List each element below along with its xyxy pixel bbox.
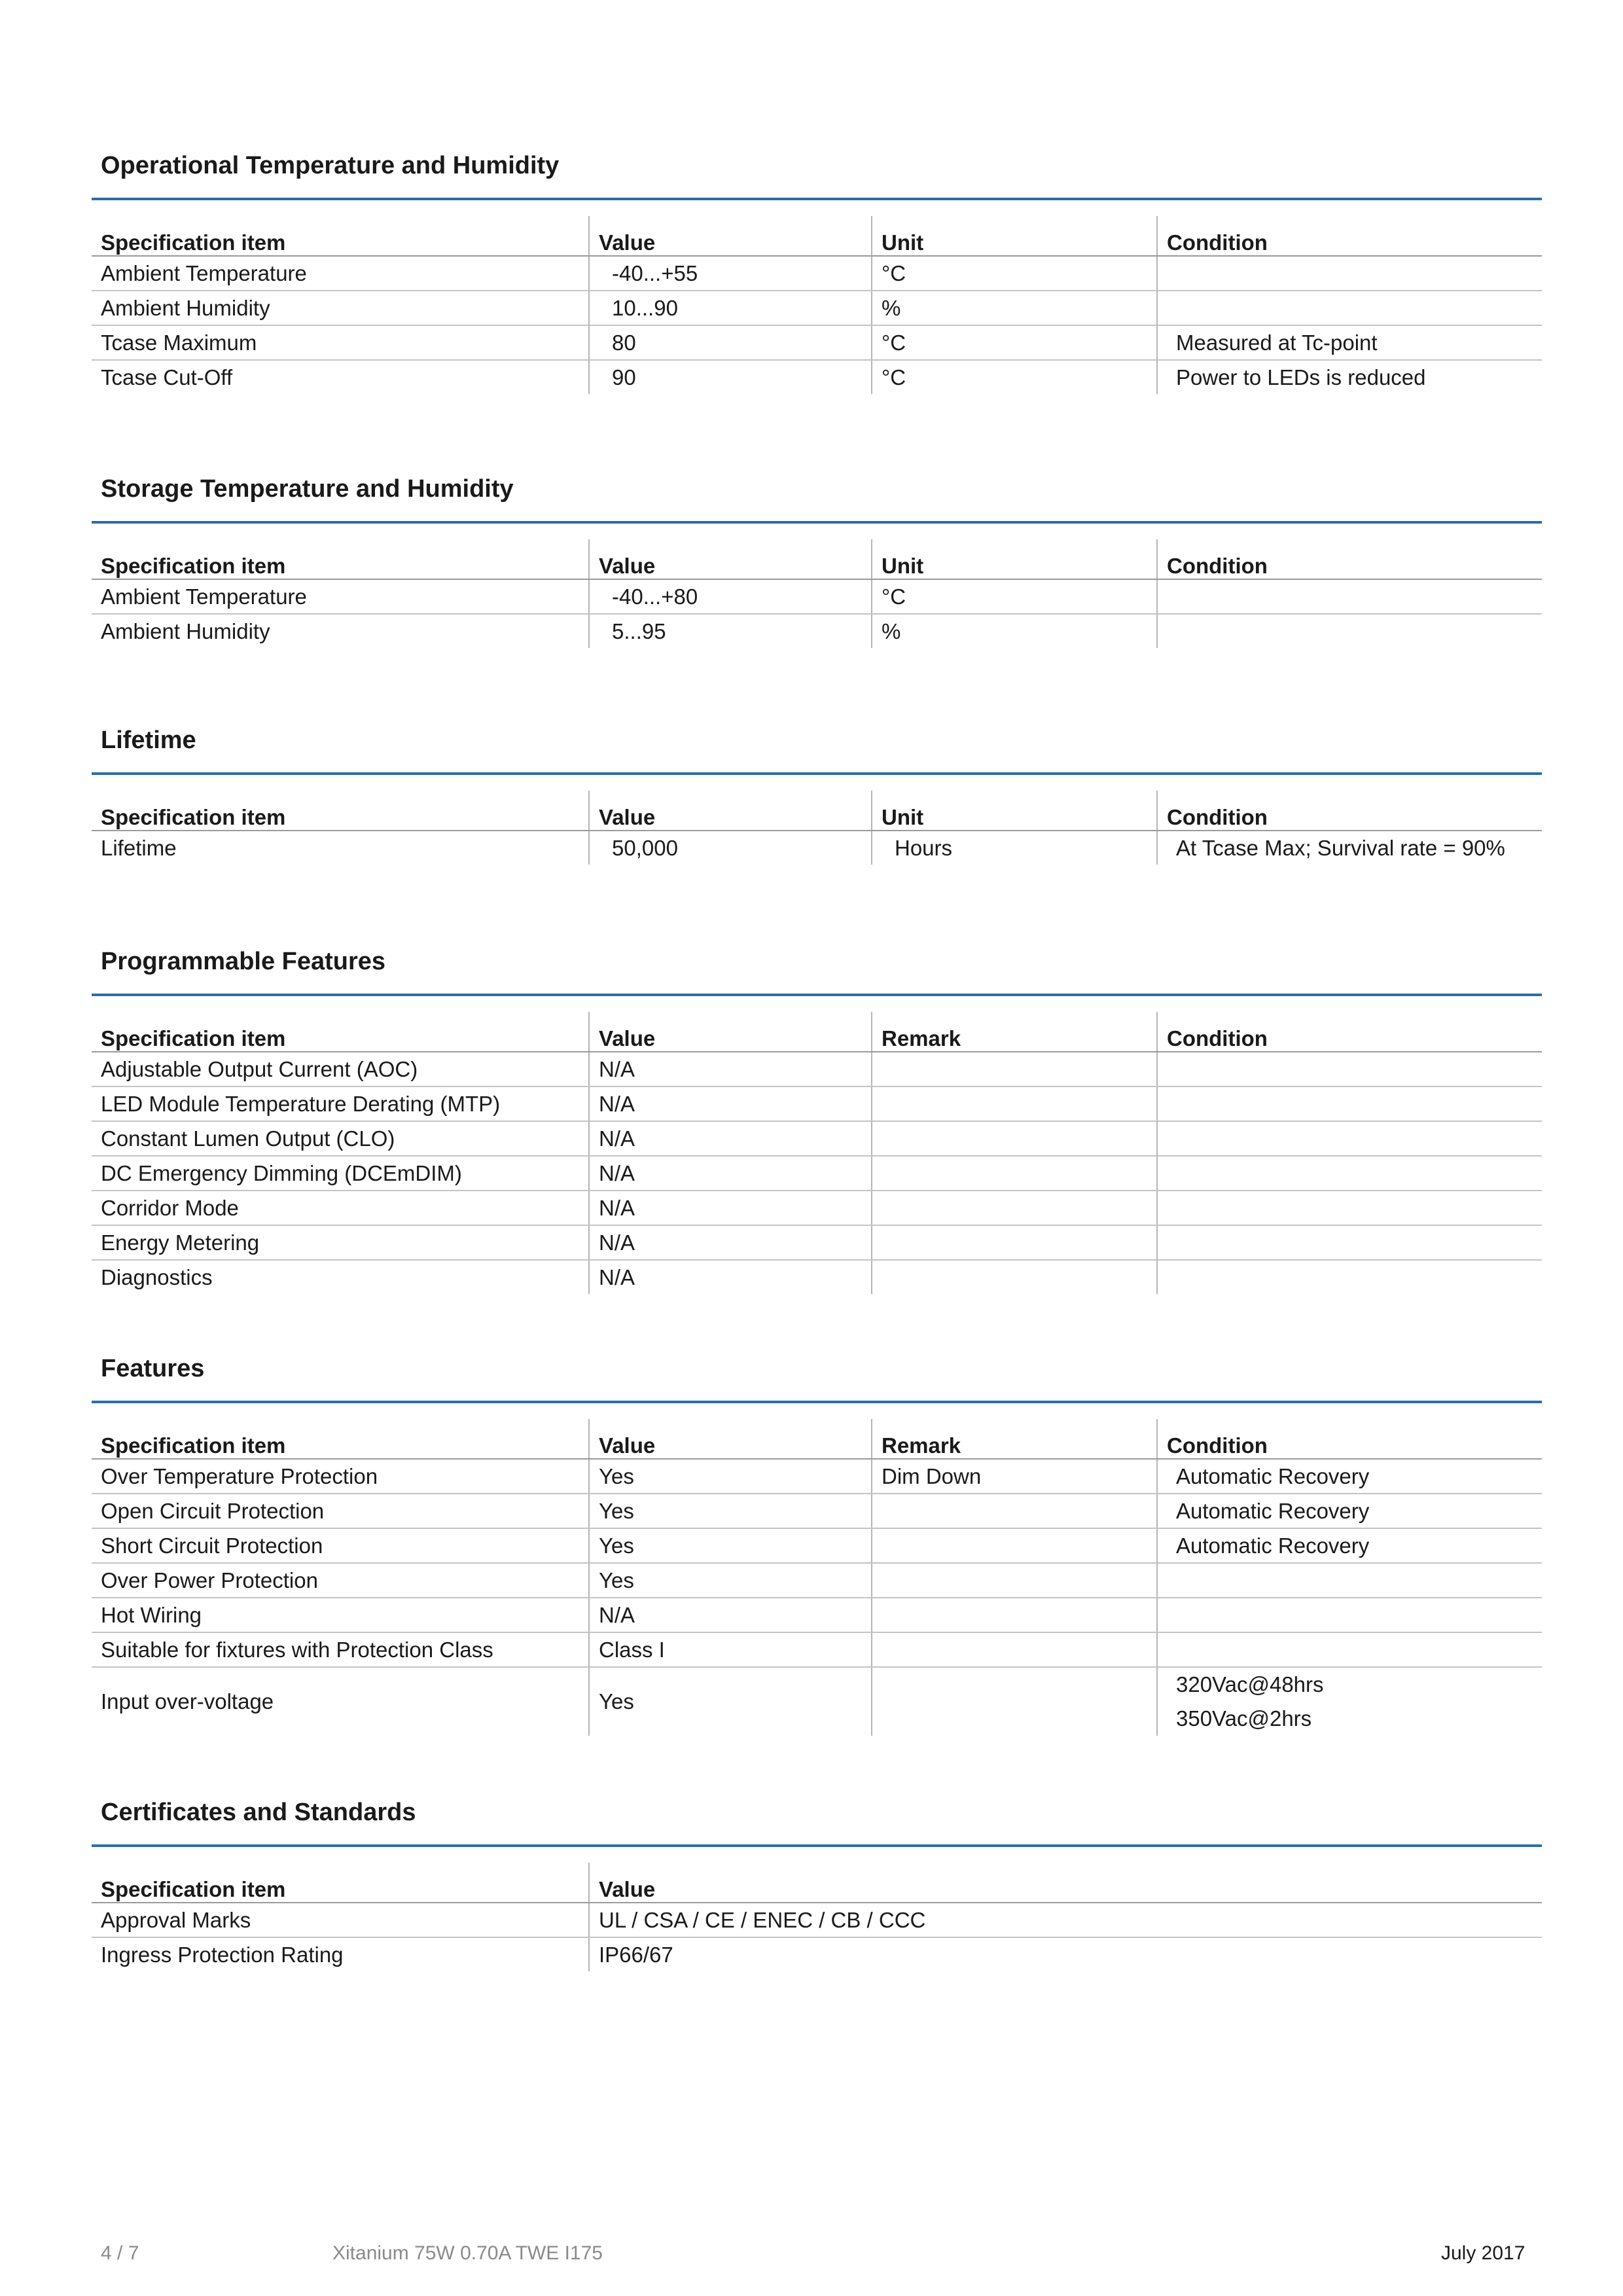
cell-item: Input over-voltage	[101, 1689, 274, 1713]
footer-page-number: 4 / 7	[101, 2242, 139, 2264]
table-row	[92, 579, 1542, 614]
header-unit: Unit	[872, 791, 1157, 831]
cell-condition	[1157, 614, 1542, 648]
cell-remark	[872, 1667, 1157, 1736]
table-row	[92, 1121, 1542, 1156]
cell-condition	[1157, 1225, 1542, 1260]
table-row	[92, 1903, 1542, 1937]
operational-table	[92, 216, 1542, 394]
cell-condition	[1157, 1632, 1542, 1667]
cell-value: N/A	[589, 1225, 872, 1260]
section-title: Programmable Features	[101, 948, 386, 975]
certificates-table	[92, 1863, 1542, 1971]
cell-value: N/A	[589, 1156, 872, 1191]
cell-remark	[872, 1260, 1157, 1294]
cell-unit: °C	[872, 325, 1157, 360]
table-row	[92, 360, 1542, 394]
header-unit: Unit	[872, 216, 1157, 256]
table-header-row	[92, 1012, 1542, 1052]
cell-value: N/A	[589, 1260, 872, 1294]
cell-item: Lifetime	[101, 835, 177, 860]
cell-condition	[1157, 1598, 1542, 1632]
table-row	[92, 1191, 1542, 1225]
cell-remark	[872, 1528, 1157, 1563]
section-rule	[92, 1401, 1542, 1403]
cell-item: Tcase Maximum	[92, 325, 589, 360]
section-title: Lifetime	[101, 726, 196, 754]
table-row	[92, 1260, 1542, 1294]
table-header-row	[92, 1863, 1542, 1903]
table-header-row	[92, 791, 1542, 831]
cell-item: Adjustable Output Current (AOC)	[92, 1052, 589, 1086]
cell-value: Yes	[589, 1667, 872, 1736]
header-condition: Condition	[1157, 1419, 1542, 1459]
cell-condition	[1157, 256, 1542, 291]
cell-value: N/A	[589, 1598, 872, 1632]
table-header-row	[92, 539, 1542, 579]
cell-item: Corridor Mode	[92, 1191, 589, 1225]
header-value: Value	[589, 539, 872, 579]
header-value: Value	[589, 791, 872, 831]
cell-value: Class I	[589, 1632, 872, 1667]
header-spec-item: Specification item	[92, 1863, 589, 1903]
cell-condition	[1157, 1260, 1542, 1294]
table-row	[92, 831, 1542, 865]
table-row	[92, 1086, 1542, 1121]
cell-condition: Automatic Recovery	[1157, 1494, 1542, 1528]
cell-value: Yes	[589, 1459, 872, 1494]
cell-item: Energy Metering	[92, 1225, 589, 1260]
condition-line-2: 350Vac@2hrs	[1176, 1706, 1312, 1731]
cell-remark	[872, 1052, 1157, 1086]
cell-value: UL / CSA / CE / ENEC / CB / CCC	[589, 1903, 1542, 1937]
cell-condition: Automatic Recovery	[1157, 1528, 1542, 1563]
header-spec-item: Specification item	[92, 216, 589, 256]
cell-condition	[1157, 1191, 1542, 1225]
cell-remark	[872, 1225, 1157, 1260]
table-row	[92, 1225, 1542, 1260]
table-row	[92, 291, 1542, 325]
table-row	[92, 1937, 1542, 1971]
footer-date: July 2017	[1441, 2242, 1525, 2264]
header-spec-item: Specification item	[92, 539, 589, 579]
cell-condition	[1157, 1052, 1542, 1086]
section-rule	[92, 198, 1542, 200]
cell-item: Over Temperature Protection	[92, 1459, 589, 1494]
table-header-row	[92, 1419, 1542, 1459]
cell-item: Ambient Humidity	[101, 619, 270, 643]
header-condition: Condition	[1157, 1012, 1542, 1052]
cell-value: N/A	[589, 1191, 872, 1225]
cell-condition: At Tcase Max; Survival rate = 90%	[1157, 831, 1542, 865]
cell-item: Constant Lumen Output (CLO)	[92, 1121, 589, 1156]
cell-item: Open Circuit Protection	[92, 1494, 589, 1528]
table-row	[92, 325, 1542, 360]
cell-value: N/A	[589, 1086, 872, 1121]
cell-item: Suitable for fixtures with Protection Class	[92, 1632, 589, 1667]
cell-unit: %	[872, 614, 1157, 648]
programmable-table	[92, 1012, 1542, 1294]
header-spec-item: Specification item	[92, 791, 589, 831]
cell-condition: Power to LEDs is reduced	[1157, 360, 1542, 394]
section-title: Operational Temperature and Humidity	[101, 152, 560, 179]
cell-condition: Measured at Tc-point	[1157, 325, 1542, 360]
cell-item: Ingress Protection Rating	[101, 1942, 344, 1967]
section-rule	[92, 994, 1542, 996]
table-row	[92, 1052, 1542, 1086]
cell-remark	[872, 1191, 1157, 1225]
cell-condition	[1157, 579, 1542, 614]
footer-product-name: Xitanium 75W 0.70A TWE I175	[332, 2242, 603, 2264]
cell-unit: %	[872, 291, 1157, 325]
table-row	[92, 614, 1542, 648]
header-value: Value	[589, 1012, 872, 1052]
section-rule	[92, 521, 1542, 524]
table-row	[92, 1632, 1542, 1667]
header-condition: Condition	[1157, 791, 1542, 831]
table-header-row	[92, 216, 1542, 256]
cell-condition	[1157, 1121, 1542, 1156]
section-title: Storage Temperature and Humidity	[101, 475, 514, 503]
cell-value: -40...+80	[589, 579, 872, 614]
cell-value: Yes	[589, 1528, 872, 1563]
table-row	[92, 1563, 1542, 1598]
header-spec-item: Specification item	[92, 1012, 589, 1052]
cell-item: Over Power Protection	[92, 1563, 589, 1598]
cell-condition	[1157, 291, 1542, 325]
table-row	[92, 1667, 1542, 1736]
cell-value: N/A	[589, 1052, 872, 1086]
cell-item: Hot Wiring	[92, 1598, 589, 1632]
cell-item: Ambient Temperature	[92, 579, 589, 614]
cell-condition	[1157, 1563, 1542, 1598]
cell-remark: Dim Down	[872, 1459, 1157, 1494]
table-row	[92, 1156, 1542, 1191]
section-rule	[92, 772, 1542, 775]
section-title: Certificates and Standards	[101, 1799, 416, 1826]
condition-line-1: 320Vac@48hrs	[1176, 1672, 1324, 1696]
cell-value: Yes	[589, 1563, 872, 1598]
cell-value: -40...+55	[589, 256, 872, 291]
cell-value: 90	[589, 360, 872, 394]
table-row	[92, 1494, 1542, 1528]
cell-item: Ambient Temperature	[92, 256, 589, 291]
cell-condition: Automatic Recovery	[1157, 1459, 1542, 1494]
cell-value: 80	[589, 325, 872, 360]
cell-value: 5...95	[589, 614, 872, 648]
header-value: Value	[589, 1863, 1542, 1903]
lifetime-table	[92, 791, 1542, 865]
header-unit: Unit	[872, 539, 1157, 579]
cell-unit: Hours	[872, 831, 1157, 865]
cell-value: 50,000	[589, 831, 872, 865]
table-row	[92, 256, 1542, 291]
cell-unit: °C	[872, 360, 1157, 394]
cell-remark	[872, 1156, 1157, 1191]
cell-unit: °C	[872, 256, 1157, 291]
cell-item: Diagnostics	[101, 1265, 213, 1289]
cell-remark	[872, 1563, 1157, 1598]
header-condition: Condition	[1157, 216, 1542, 256]
storage-table	[92, 539, 1542, 648]
cell-value: Yes	[589, 1494, 872, 1528]
cell-item: Ambient Humidity	[92, 291, 589, 325]
cell-item: DC Emergency Dimming (DCEmDIM)	[92, 1156, 589, 1191]
table-row	[92, 1459, 1542, 1494]
cell-condition	[1157, 1667, 1542, 1736]
header-remark: Remark	[872, 1419, 1157, 1459]
cell-condition	[1157, 1156, 1542, 1191]
section-title: Features	[101, 1355, 205, 1382]
cell-item: Tcase Cut-Off	[101, 365, 233, 389]
header-spec-item: Specification item	[92, 1419, 589, 1459]
table-row	[92, 1598, 1542, 1632]
cell-unit: °C	[872, 579, 1157, 614]
cell-value: N/A	[589, 1121, 872, 1156]
features-table	[92, 1419, 1542, 1736]
header-remark: Remark	[872, 1012, 1157, 1052]
cell-condition	[1157, 1086, 1542, 1121]
cell-item: LED Module Temperature Derating (MTP)	[92, 1086, 589, 1121]
cell-item: Approval Marks	[92, 1903, 589, 1937]
header-value: Value	[589, 1419, 872, 1459]
cell-remark	[872, 1632, 1157, 1667]
header-value: Value	[589, 216, 872, 256]
cell-value: IP66/67	[589, 1937, 1542, 1971]
cell-value: 10...90	[589, 291, 872, 325]
cell-remark	[872, 1121, 1157, 1156]
section-rule	[92, 1844, 1542, 1847]
cell-remark	[872, 1598, 1157, 1632]
header-condition: Condition	[1157, 539, 1542, 579]
cell-remark	[872, 1494, 1157, 1528]
cell-item: Short Circuit Protection	[92, 1528, 589, 1563]
table-row	[92, 1528, 1542, 1563]
cell-remark	[872, 1086, 1157, 1121]
